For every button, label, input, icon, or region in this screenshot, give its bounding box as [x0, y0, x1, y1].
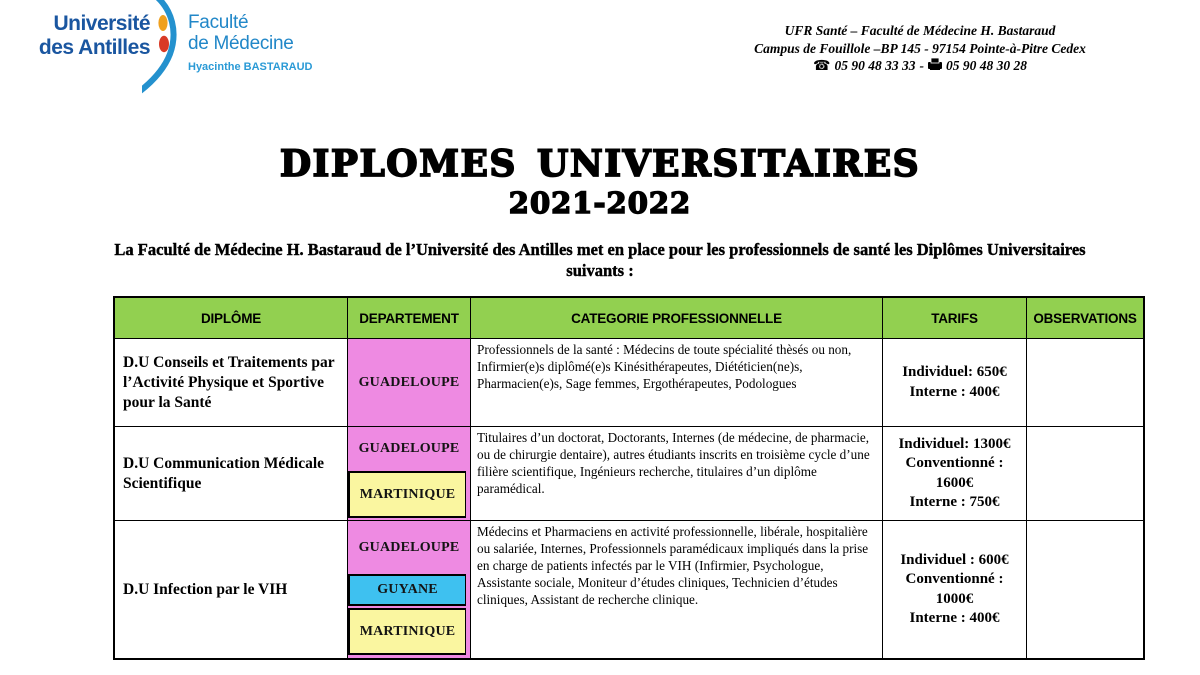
table-row1-departements	[348, 339, 471, 427]
table-row3-diplome: D.U Infection par le VIH	[115, 521, 348, 658]
title-year: 2021-2022	[508, 186, 692, 220]
table-row2-departements	[348, 427, 471, 521]
intro-paragraph: La Faculté de Médecine H. Bastaraud de l’Université des Antilles met en place pour les professionnels de santé les Diplômes Universitaires suivants :	[114, 240, 1086, 280]
dept-martinique	[348, 471, 466, 518]
logo-university-name	[28, 12, 150, 60]
contact-line1: UFR Santé – Faculté de Médecine H. Bastaraud	[784, 23, 1056, 38]
column-header-diplome: DIPLÔME	[115, 298, 348, 339]
table-row3-departements	[348, 521, 471, 658]
table-row2-observations	[1027, 427, 1143, 521]
dept-label-martinique: MARTINIQUE	[359, 623, 456, 639]
column-header-tarifs: TARIFS	[883, 298, 1027, 339]
contact-fax-number: 05 90 48 30 28	[945, 58, 1027, 73]
tarif-line: Individuel: 650€	[902, 364, 1007, 380]
tarif-line: Individuel : 600€	[900, 551, 1009, 568]
table-row3-tarifs	[883, 521, 1027, 658]
tarif-line: Interne : 750€	[909, 494, 1000, 510]
dept-martinique	[348, 608, 466, 655]
dept-label-martinique: MARTINIQUE	[359, 486, 456, 502]
tarif-line: Conventionné : 1000€	[905, 571, 1004, 607]
table-row3-categorie: Médecins et Pharmaciens en activité professionnelle, libérale, hospitalière ou salariée, Internes, Professionnels paramédicaux impliqués dans la prise en charge de patients infectés par le VIH (Infirmier, Psychologue, Assistante sociale, Moniteur d’études cliniques, Technicien d’études cliniques, Assistant de recherche clinique.	[471, 521, 883, 658]
university-logo	[0, 0, 340, 110]
contact-phone-number: 05 90 48 33 33	[834, 58, 916, 73]
logo-red-dot-icon	[159, 36, 169, 52]
table-row1-diplome: D.U Conseils et Traitements par l’Activité Physique et Sportive pour la Santé	[115, 339, 348, 427]
dept-guadeloupe	[348, 339, 470, 426]
tarif-line: Interne : 400€	[909, 610, 1000, 626]
table-row2-categorie: Titulaires d’un doctorat, Doctorants, Internes (de médecine, de pharmacie, ou de chirurgie dentaire), autres étudiants inscrits en troisième cycle d’une filière scientifique, Ingénieurs recherche, titulaires d’un diplôme paramédical.	[471, 427, 883, 521]
contact-separator: -	[919, 58, 924, 73]
contact-block	[700, 22, 1140, 75]
logo-faculty-name	[188, 12, 312, 78]
logo-faculty-subtitle: Hyacinthe BASTARAUD	[188, 61, 313, 73]
dept-label-guadeloupe: GUADELOUPE	[358, 374, 460, 390]
fax-icon	[928, 57, 942, 75]
logo-university-line1: Université	[53, 12, 150, 35]
tarif-line: Conventionné : 1600€	[905, 455, 1004, 491]
dept-guadeloupe	[348, 427, 470, 471]
table-row2-diplome: D.U Communication Médicale Scientifique	[115, 427, 348, 521]
dept-guadeloupe	[348, 521, 470, 574]
tarif-line: Individuel: 1300€	[898, 435, 1011, 452]
table-row2-tarifs	[883, 427, 1027, 521]
dept-label-guyane: GUYANE	[377, 582, 438, 598]
table-row1-observations	[1027, 339, 1143, 427]
table-row1-tarifs	[883, 339, 1027, 427]
table-row3-observations	[1027, 521, 1143, 658]
diplomas-table	[113, 296, 1145, 660]
contact-line3	[700, 57, 1140, 75]
phone-icon: ☎	[813, 57, 831, 74]
logo-orange-dot-icon	[158, 15, 167, 31]
column-header-departement: DEPARTEMENT	[348, 298, 471, 339]
column-header-categorie: CATEGORIE PROFESSIONNELLE	[471, 298, 883, 339]
logo-faculty-line2: de Médecine	[188, 33, 294, 54]
logo-university-line2: des Antilles	[38, 36, 150, 59]
dept-label-guadeloupe: GUADELOUPE	[358, 539, 460, 555]
title-line1: DIPLOMES UNIVERSITAIRES	[279, 143, 921, 185]
logo-faculty-line1: Faculté	[188, 12, 249, 33]
dept-guyane	[348, 574, 466, 606]
document-title	[0, 144, 1200, 219]
tarif-line: Interne : 400€	[909, 383, 1000, 400]
column-header-observations: OBSERVATIONS	[1027, 298, 1143, 339]
dept-label-guadeloupe: GUADELOUPE	[358, 441, 460, 457]
contact-line2: Campus de Fouillole –BP 145 - 97154 Pointe-à-Pitre Cedex	[754, 40, 1086, 56]
table-row1-categorie: Professionnels de la santé : Médecins de toute spécialité thèsés ou non, Infirmier(e)s diplômé(e)s Kinésithérapeutes, Diététicien(ne)s, Pharmacien(e)s, Sage femmes, Ergothérapeutes, Podologues	[471, 339, 883, 427]
